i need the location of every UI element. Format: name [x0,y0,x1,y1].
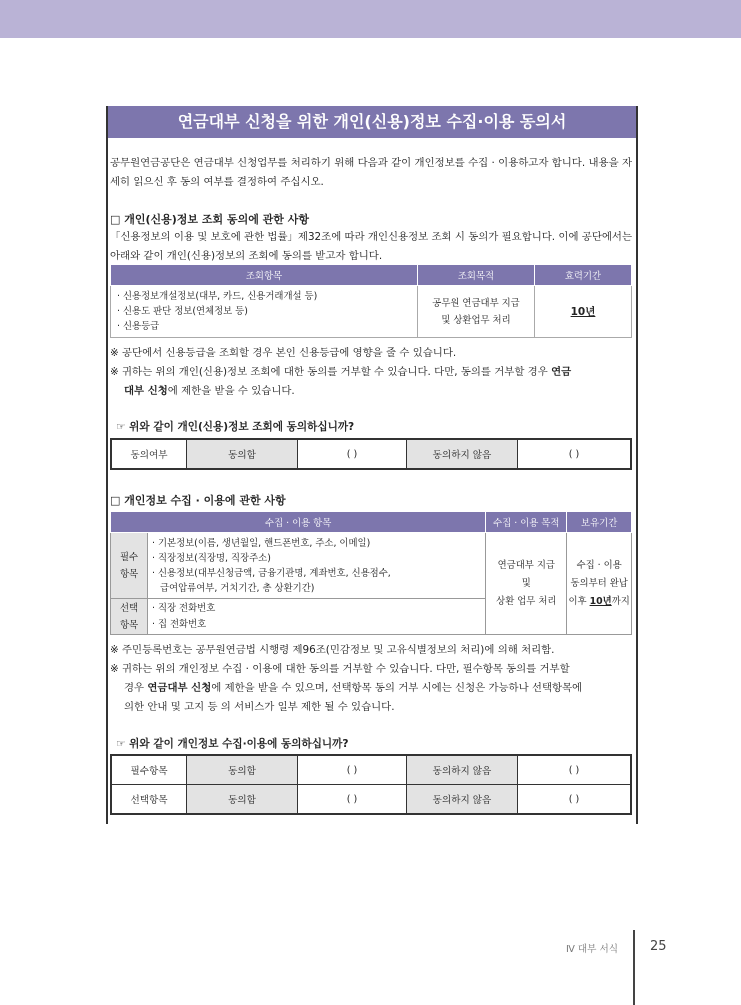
required-disagree-checkbox[interactable]: ( ) [518,755,632,785]
inquiry-item: · 신용등급 [117,321,160,332]
optional-agree-checkbox[interactable]: ( ) [298,785,407,815]
optional-agree-option[interactable]: 동의함 [187,785,298,815]
label-line: 선택 [119,602,139,614]
collection-consent-table [110,754,632,815]
inquiry-item: · 신용도 판단 정보(연체정보 등) [117,306,248,317]
retention-line: 동의부터 완납 [570,577,628,589]
note-text: ※ 귀하는 위의 개인(신용)정보 조회에 대한 동의를 거부할 수 있습니다. 다만, 동의를 거부할 경우 [110,366,548,378]
header-inquiry-item: 조회항목 [111,265,418,286]
purpose-line: 연금대부 지급 [497,559,555,571]
header-collection-items: 수집 · 이용 항목 [111,512,486,533]
required-agree-option[interactable]: 동의함 [187,755,298,785]
validity-period: 10년 [535,286,632,338]
retention-cell [567,533,632,635]
required-label [111,533,148,599]
retention-line [567,593,631,611]
header-collection-purpose: 수집 · 이용 목적 [486,512,567,533]
inquiry-item: · 신용정보개설정보(대부, 카드, 신용거래개설 등) [117,291,318,302]
required-item: · 신용정보(대부신청금액, 금융기관명, 계좌번호, 신용점수, [152,567,391,579]
page-number: 25 [650,939,667,954]
optional-disagree-option[interactable]: 동의하지 않음 [407,785,518,815]
required-item: · 기본정보(이름, 생년월일, 핸드폰번호, 주소, 이메일) [152,537,371,549]
section2-question: ☞ 위와 같이 개인정보 수집·이용에 동의하십니까? [116,738,349,750]
top-banner [0,0,741,38]
section2-note2 [110,660,632,717]
header-validity: 효력기간 [535,265,632,286]
required-item: · 직장정보(직장명, 직장주소) [152,552,271,564]
purpose-line: 및 상환업무 처리 [441,314,511,326]
section2-note1: ※ 주민등록번호는 공무원연금법 시행령 제96조(민감정보 및 고유식별정보의 처리)에 의해 처리함. [110,644,555,656]
footer-section-label: Ⅳ 대부 서식 [566,944,619,955]
disagree-checkbox[interactable]: ( ) [518,439,632,469]
note-text: 경우 [124,682,145,694]
optional-label [111,599,148,635]
section1-question: ☞ 위와 같이 개인(신용)정보 조회에 동의하십니까? [116,421,355,433]
section2-heading: □ 개인정보 수집 · 이용에 관한 사항 [110,494,286,507]
optional-item: · 집 전화번호 [152,618,207,630]
note-text: ※ 귀하는 위의 개인정보 수집 · 이용에 대한 동의를 거부할 수 있습니다. 다만, 필수항목 동의를 거부할 [110,663,570,675]
header-retention: 보유기간 [567,512,632,533]
required-disagree-option[interactable]: 동의하지 않음 [407,755,518,785]
note-bold: 대부 신청 [124,385,168,397]
required-consent-label: 필수항목 [111,755,187,785]
retention-years: 10년 [589,595,612,607]
disagree-option[interactable]: 동의하지 않음 [407,439,518,469]
inquiry-items-cell [111,286,418,338]
collection-use-table [110,511,632,635]
credit-consent-table [110,438,632,470]
purpose-line: 공무원 연금대부 지급 [432,297,520,309]
consent-label: 동의여부 [111,439,187,469]
optional-items-cell [148,599,486,635]
required-agree-checkbox[interactable]: ( ) [298,755,407,785]
agree-checkbox[interactable]: ( ) [298,439,407,469]
optional-consent-label: 선택항목 [111,785,187,815]
footer-divider [633,930,635,1005]
purpose-line: 상환 업무 처리 [496,595,557,607]
note-text: 의한 안내 및 고지 등 의 서비스가 일부 제한 될 수 있습니다. [124,701,395,713]
label-line: 항목 [119,619,139,631]
optional-item: · 직장 전화번호 [152,602,216,614]
label-line: 필수 [119,551,139,563]
note-text: 에 제한을 받을 수 있습니다. [167,385,295,397]
note-bold: 연금 [551,366,572,378]
inquiry-purpose-cell [418,286,535,338]
required-item: 급여압류여부, 거치기간, 총 상환기간) [160,582,315,594]
section1-heading: □ 개인(신용)정보 조회 동의에 관한 사항 [110,213,309,226]
credit-inquiry-table [110,264,632,338]
retention-text: 까지 [611,595,630,607]
header-inquiry-purpose: 조회목적 [418,265,535,286]
retention-text: 이후 [568,595,587,607]
form-title: 연금대부 신청을 위한 개인(신용)정보 수집·이용 동의서 [108,106,636,138]
label-line: 항목 [119,568,139,580]
agree-option[interactable]: 동의함 [187,439,298,469]
collection-purpose-cell [486,533,567,635]
purpose-line: 및 [521,577,531,589]
section1-note1: ※ 공단에서 신용등급을 조회할 경우 본인 신용등급에 영향을 줄 수 있습니다. [110,347,457,359]
required-items-cell [148,533,486,599]
section1-note2 [110,363,632,401]
retention-line: 수집 · 이용 [576,559,622,571]
consent-form [106,106,638,824]
note-text: 에 제한을 받을 수 있으며, 선택항목 동의 거부 시에는 신청은 가능하나 선택항목에 [211,682,583,694]
intro-text: 공무원연금공단은 연금대부 신청업무를 처리하기 위해 다음과 같이 개인정보를 수집 · 이용하고자 합니다. 내용을 자세히 읽으신 후 동의 여부를 결정하여 주십시오. [110,157,632,188]
optional-disagree-checkbox[interactable]: ( ) [518,785,632,815]
section1-desc: 「신용정보의 이용 및 보호에 관한 법률」제32조에 따라 개인신용정보 조회 시 동의가 필요합니다. 이에 공단에서는 아래와 같이 개인(신용)정보의 조회에 동의를 받고자 합니다. [110,231,632,262]
note-bold: 연금대부 신청 [147,682,212,694]
